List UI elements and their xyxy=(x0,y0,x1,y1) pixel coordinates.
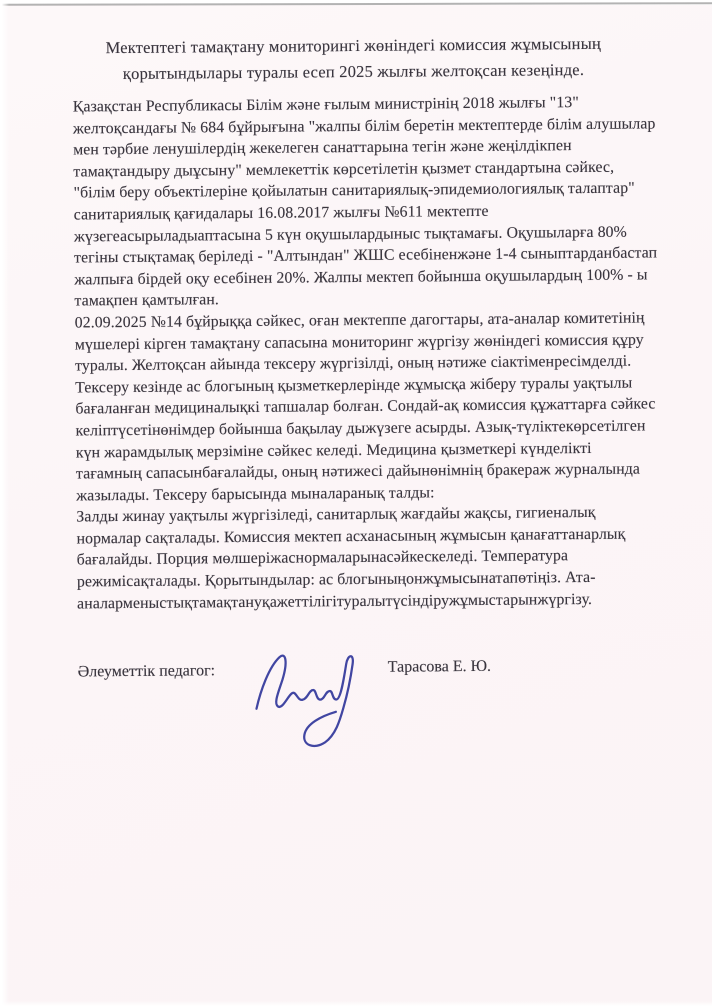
text-line: жазылады. Тексеру барысында мыналаранық талды: xyxy=(76,484,435,505)
text-line: режимісақталады. Қорытындылар: ас блогыныңонжұмысынатапөтіңіз. Ата- xyxy=(76,568,596,591)
text-line: аналарменыстықтамақтануқажеттілігітуралытүсіндіружұмыстарынжүргізу. xyxy=(77,590,593,613)
text-line: нормалар сақталады. Комиссия мектеп асханасының жұмысын қанағаттанарлық xyxy=(76,525,626,548)
text-line: келіптүсетінөнімдер бойынша бақылау дыжүзеге асырды. Азық-түліктекөрсетілген xyxy=(75,417,646,440)
text-line: 02.09.2025 №14 бұйрыққа сәйкес, оған мектеппе дагогтары, ата-аналар комитетінің xyxy=(74,309,645,332)
text-line: жалпыға бірдей оқу есебінен 20%. Жалпы мектеп бойынша оқушылардың 100% - ы xyxy=(74,266,648,289)
scan-edge-bottom-artifact xyxy=(0,1001,712,1008)
text-line: тағамның сапасынбағалайды, оның нәтижесі дайынөнімнің бракераж журналында xyxy=(75,460,641,483)
handwritten-signature-icon xyxy=(249,639,368,752)
text-line: санитариялық қағидалары 16.08.2017 жылғы №611 мектепте xyxy=(73,202,489,224)
text-line: желтоқсандағы № 684 бұйрығына "жалпы білім беретін мектептерде білім алушылар xyxy=(72,114,656,138)
text-line: қорытындылары туралы есеп 2025 жылғы желтоқсан кезеңінде. xyxy=(122,59,585,84)
document-title xyxy=(53,30,653,87)
text-line: мен тәрбие ленушілердің жекелеген санаттарына тегін және жеңілдікпен xyxy=(73,137,572,159)
text-line: Қазақстан Республикасы Білім және ғылым министрінің 2018 жылғы "13" xyxy=(72,94,579,116)
document-body-text xyxy=(73,91,674,614)
text-line: жүзегеасырыладыаптасына 5 күн оқушылардыныс тықтамағы. Оқушыларға 80% xyxy=(73,223,627,246)
text-line: Мектептегі тамақтану мониторингі жөніндегі комиссия жұмысының xyxy=(105,33,602,58)
text-line: Залды жинау уақтылы жүргізіледі, санитарлық жағдайы жақсы, гигиеналық xyxy=(76,504,596,526)
signature-role-label: Әлеуметтік педагог: xyxy=(77,662,216,681)
text-line: күн жарамдылық мерзіміне сәйкес келеді. Медицина қызметкері күнделікті xyxy=(75,439,592,461)
text-line: Тексеру кезінде ас блогының қызметкерлерінде жұмысқа жіберу туралы уақтылы xyxy=(75,374,633,397)
text-line: бағалайды. Порция мөлшеріжаснормаларынасәйкескеледі. Температура xyxy=(76,547,569,569)
text-line: тегіны стықтамақ беріледі - "Алтындан" ЖШС есебіненжәне 1-4 сыныптарданбастап xyxy=(74,244,658,267)
text-line: бағаланған медициналықкі тапшалар болған. Сондай-ақ комиссия құжаттарға сәйкес xyxy=(75,395,656,418)
text-line: тамақпен қамтылған. xyxy=(74,291,219,310)
signer-name: Тарасова Е. Ю. xyxy=(387,658,492,676)
text-line: "білім беру объектілеріне қойылатын санитариялық-эпидемиологиялық талаптар" xyxy=(73,179,635,202)
text-line: мүшелері кірген тамақтану сапасына мониторинг жүргізу жөніндегі комиссия құру xyxy=(74,331,644,353)
signature-block xyxy=(77,642,712,768)
text-line: туралы. Желтоқсан айында тексеру жүргізілді, оның нәтиже сіактіменресімделді. xyxy=(74,352,632,375)
text-line: тамақтандыру дыұсыну" мемлекеттік көрсетілетін қызмет стандартына сәйкес, xyxy=(73,158,615,181)
